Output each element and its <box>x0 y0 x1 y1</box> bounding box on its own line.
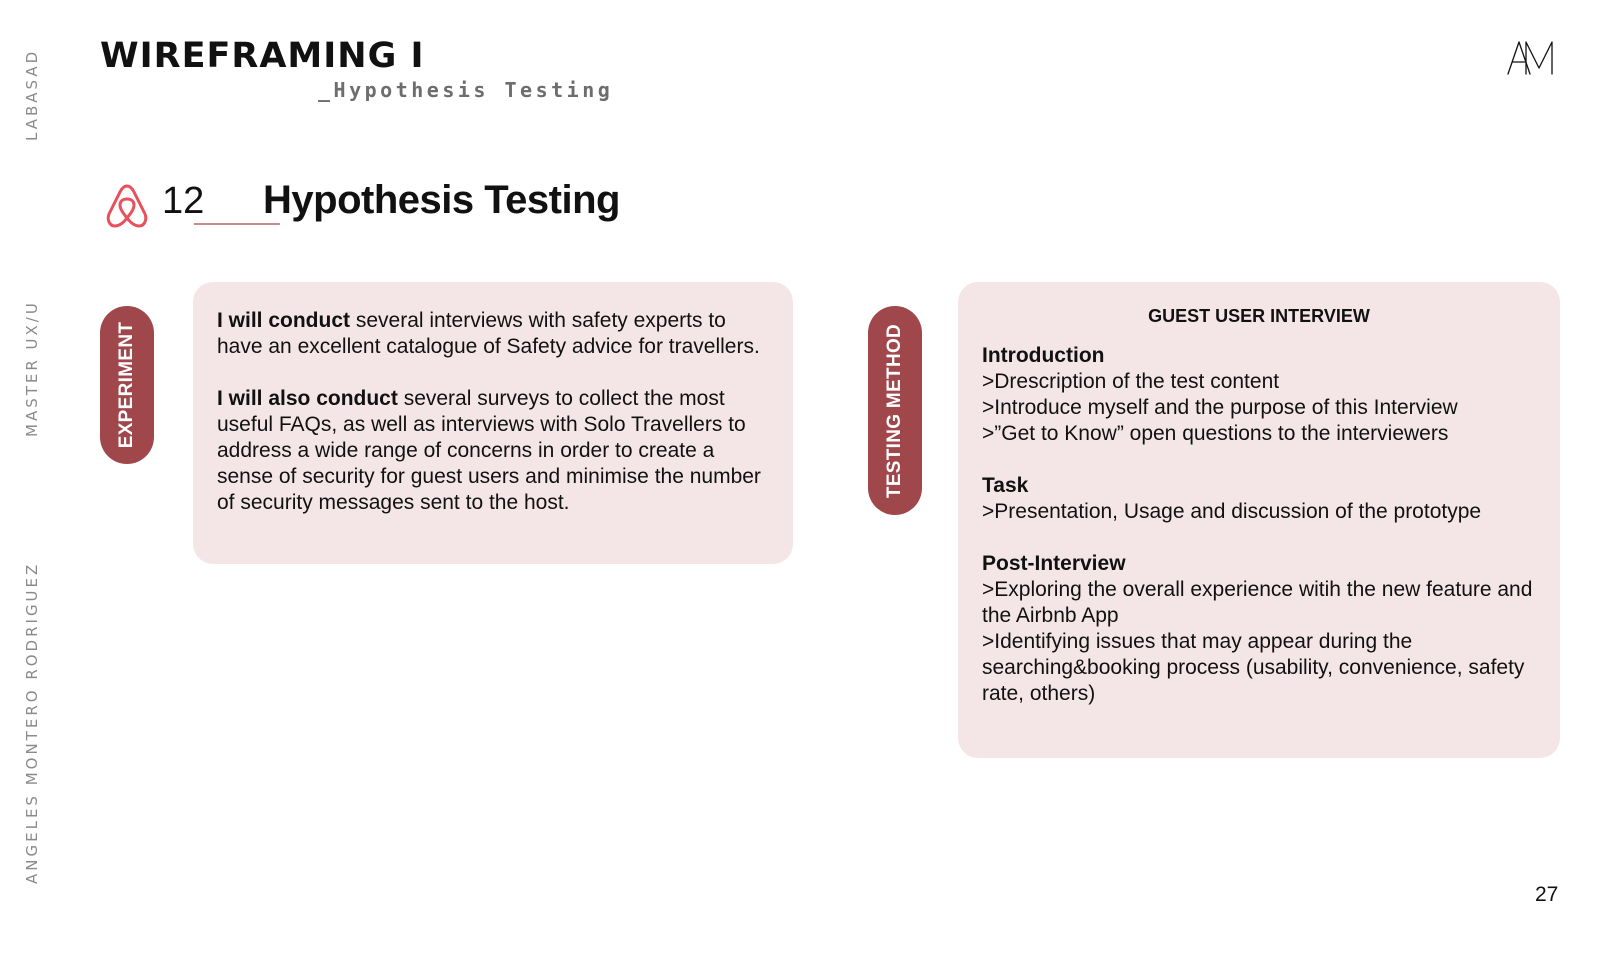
experiment-paragraph-2-text: several surveys to collect the most useful FAQs, as well as interviews with Solo Travellers to address a wide range of concerns in order to create a sense of security for guest users and minimise the number of security messages sent to the host. <box>217 387 761 514</box>
interview-line: >Presentation, Usage and discussion of the prototype <box>982 500 1482 523</box>
experiment-paragraph-2 <box>217 386 769 516</box>
experiment-paragraph-1-lead: I will conduct <box>217 309 351 332</box>
interview-line: >Identifying issues that may appear during the searching&booking process (usability, convenience, safety rate, others) <box>982 630 1525 705</box>
interview-section-task <box>982 473 1536 525</box>
interview-line: >”Get to Know” open questions to the interviewers <box>982 422 1449 445</box>
interview-section-title: Post-Interview <box>982 552 1126 575</box>
testing-method-tag-label: TESTING METHOD <box>884 323 905 498</box>
airbnb-logo-icon <box>104 181 150 231</box>
interview-section-post-interview <box>982 551 1536 707</box>
section-number: 12 <box>162 180 205 222</box>
page-title: WIREFRAMING I <box>100 36 425 76</box>
section-title: Hypothesis Testing <box>263 178 620 222</box>
interview-section-title: Introduction <box>982 344 1105 367</box>
experiment-paragraph-1-text: several interviews with safety experts to have an excellent catalogue of Safety advice for travellers. <box>217 309 760 358</box>
page-number: 27 <box>1535 883 1559 906</box>
experiment-paragraph-1 <box>217 308 769 360</box>
experiment-tag-label: EXPERIMENT <box>116 321 137 449</box>
interview-line: >Drescription of the test content <box>982 370 1280 393</box>
interview-heading: GUEST USER INTERVIEW <box>1148 306 1370 326</box>
page-subtitle: _Hypothesis Testing <box>318 78 614 102</box>
interview-line: >Exploring the overall experience witih the new feature and the Airbnb App <box>982 578 1533 627</box>
testing-method-card <box>958 282 1560 758</box>
sidebar-label-master: MASTER UX/U <box>23 300 41 437</box>
interview-section-introduction <box>982 343 1536 447</box>
interview-line: >Introduce myself and the purpose of this Interview <box>982 396 1458 419</box>
section-underline <box>194 223 280 225</box>
testing-method-tag <box>868 306 922 515</box>
experiment-tag <box>100 306 154 464</box>
experiment-paragraph-2-lead: I will also conduct <box>217 387 398 410</box>
interview-section-title: Task <box>982 474 1029 497</box>
am-monogram-logo <box>1506 40 1556 76</box>
experiment-card <box>193 282 793 564</box>
sidebar-label-author: ANGELES MONTERO RODRIGUEZ <box>23 561 41 884</box>
sidebar-label-school: LABASAD <box>23 48 41 141</box>
